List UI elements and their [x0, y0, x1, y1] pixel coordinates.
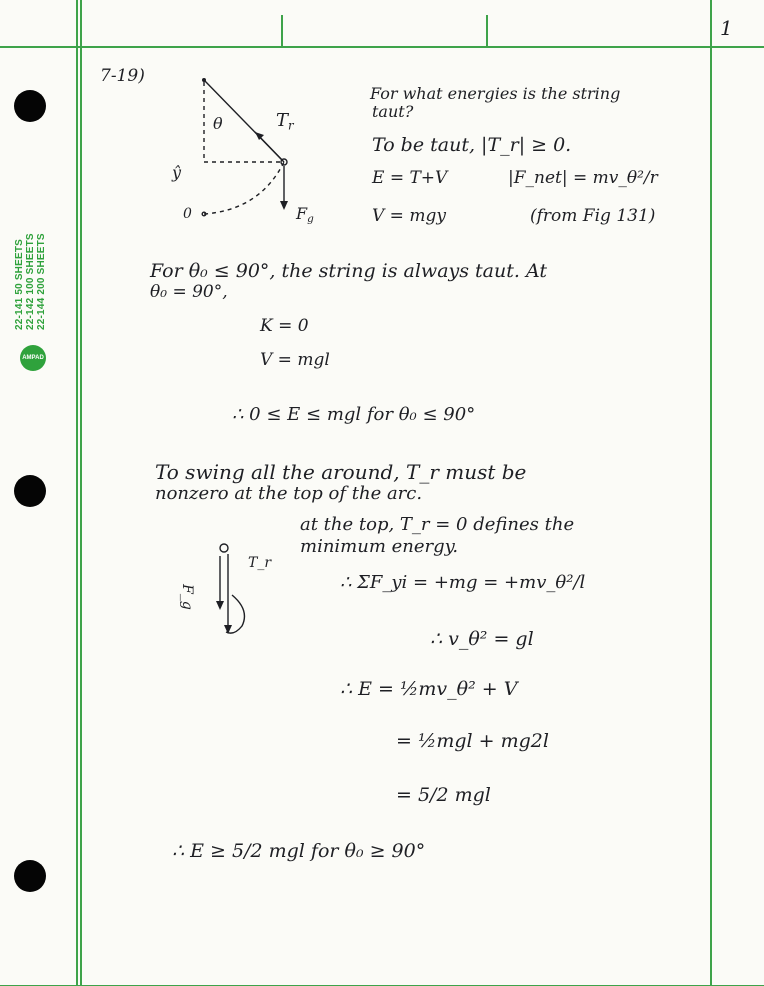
- top-condition-line-2: minimum energy.: [300, 536, 459, 557]
- tension-label: [276, 112, 294, 132]
- top-condition-line-1: at the top, T_r = 0 defines the: [300, 514, 575, 535]
- question-line-2: taut?: [372, 102, 414, 121]
- brand-line-2: 22-142 100 SHEETS: [25, 233, 36, 330]
- top-bob: [220, 544, 228, 552]
- header-tick-2: [486, 15, 488, 46]
- header-tick-1: [281, 15, 283, 46]
- left-margin-line-outer: [76, 0, 78, 986]
- energy-equation: E = T+V: [372, 168, 448, 188]
- kinetic-energy-eq: K = 0: [260, 316, 309, 336]
- gravity-label-main: F: [296, 204, 308, 223]
- brand-line-1: 22-141 50 SHEETS: [14, 238, 25, 330]
- velocity-squared-eq: ∴ v_θ² = gl: [430, 628, 534, 650]
- problem-label: 7-19): [100, 66, 145, 86]
- right-margin-line: [710, 0, 712, 986]
- energy-eq-step-2: = ½mgl + mg2l: [396, 730, 549, 752]
- final-result: ∴ E ≥ 5/2 mgl for θ₀ ≥ 90°: [172, 840, 426, 862]
- binder-hole-middle: [14, 475, 46, 507]
- tension-label-sub: r: [288, 118, 294, 133]
- ampad-logo: AMPAD: [20, 345, 46, 371]
- binder-hole-bottom: [14, 860, 46, 892]
- potential-equation: V = mgy: [372, 206, 446, 226]
- energy-eq-step-3: = 5/2 mgl: [396, 784, 491, 806]
- potential-energy-eq: V = mgl: [260, 350, 330, 370]
- paragraph-2-line-1: To swing all the around, T_r must be: [155, 460, 527, 484]
- result-1: ∴ 0 ≤ E ≤ mgl for θ₀ ≤ 90°: [232, 404, 476, 425]
- top-tension-label: T_r: [248, 555, 272, 571]
- zero-label: 0: [183, 206, 192, 222]
- swing-arc-dashed: [204, 162, 284, 214]
- top-gravity-label: F_g: [178, 584, 195, 610]
- left-margin-line-inner: [80, 0, 82, 986]
- paragraph-1-line-2: θ₀ = 90°,: [150, 282, 228, 302]
- theta-label: θ: [213, 114, 223, 133]
- top-gravity-arrowhead: [216, 601, 224, 610]
- y-axis-label: ŷ: [172, 163, 182, 182]
- energy-eq-step-1: ∴ E = ½mv_θ² + V: [340, 678, 518, 700]
- gravity-label-sub: g: [307, 213, 314, 226]
- fnet-equation: |F_net| = mv_θ²/r: [508, 168, 658, 188]
- tension-label-main: T: [276, 110, 289, 131]
- question-line-1: For what energies is the string: [370, 84, 621, 103]
- tension-arrowhead: [255, 132, 264, 140]
- force-sum-equation: ∴ ΣF_yi = +mg = +mv_θ²/l: [340, 572, 586, 593]
- paragraph-2-line-2: nonzero at the top of the arc.: [155, 483, 423, 504]
- taut-condition: To be taut, |T_r| ≥ 0.: [372, 134, 572, 156]
- top-margin-line: [0, 46, 764, 48]
- gravity-arrowhead: [280, 201, 288, 210]
- from-figure-note: (from Fig 131): [530, 206, 656, 226]
- gravity-label: [296, 206, 314, 225]
- brand-line-3: 22-144 200 SHEETS: [36, 233, 47, 330]
- page-number: 1: [720, 16, 733, 40]
- paragraph-1-line-1: For θ₀ ≤ 90°, the string is always taut. At: [150, 260, 547, 282]
- binder-hole-top: [14, 90, 46, 122]
